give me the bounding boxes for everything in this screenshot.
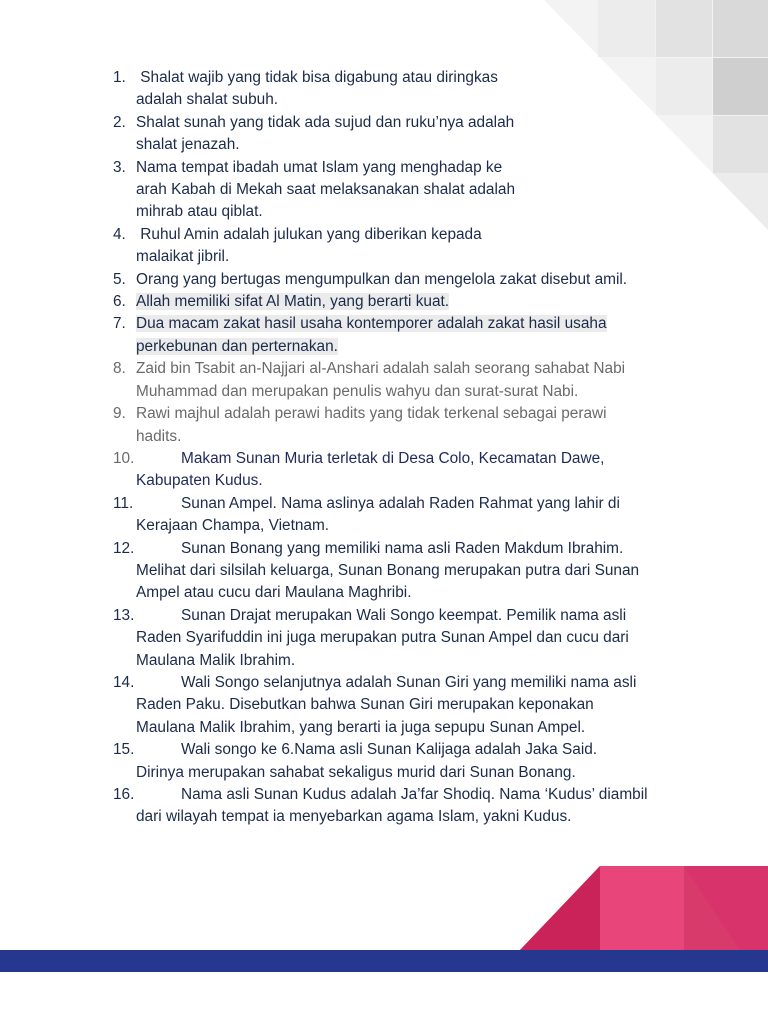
list-text: Nama tempat ibadah umat Islam yang menghadap ke — [136, 158, 503, 176]
list-text: dari wilayah tempat ia menyebarkan agama Islam, yakni Kudus. — [136, 808, 572, 826]
list-text: Melihat dari silsilah keluarga, Sunan Bonang merupakan putra dari Sunan — [136, 561, 640, 579]
list-text: Zaid bin Tsabit an-Najjari al-Anshari adalah salah seorang sahabat Nabi — [136, 360, 626, 378]
list-text: Shalat wajib yang tidak bisa digabung atau diringkas — [140, 69, 498, 86]
list-text: Wali songo ke 6.Nama asli Sunan Kalijaga adalah Jaka Said. — [181, 741, 598, 759]
list-text: Ruhul Amin adalah julukan yang diberikan kepada — [140, 225, 482, 243]
list-number: 4. — [113, 225, 126, 243]
list-item — [113, 493, 688, 538]
list-text: hadits. — [136, 427, 182, 445]
list-text: Ampel atau cucu dari Maulana Maghribi. — [136, 584, 412, 602]
list-number: 16. — [113, 786, 135, 803]
list-text: Muhammad dan merupakan penulis wahyu dan surat-surat Nabi. — [136, 382, 579, 400]
list-text: Maulana Malik Ibrahim. — [136, 651, 296, 669]
list-number: 9. — [113, 405, 126, 423]
list-text: Sunan Bonang yang memiliki nama asli Raden Makdum Ibrahim. — [181, 539, 624, 557]
list-item — [113, 672, 688, 739]
list-text: Shalat sunah yang tidak ada sujud dan ruku’nya adalah — [136, 113, 515, 131]
list-text: Nama asli Sunan Kudus adalah Ja’far Shodiq. Nama ‘Kudus’ diambil — [181, 786, 648, 803]
list-number: 6. — [113, 293, 126, 311]
list-item — [113, 313, 688, 358]
list-item — [113, 739, 688, 784]
list-number: 7. — [113, 315, 126, 333]
list-text: Sunan Drajat merupakan Wali Songo keempat. Pemilik nama asli — [181, 606, 627, 624]
list-item — [113, 358, 688, 403]
list-text: Sunan Ampel. Nama aslinya adalah Raden Rahmat yang lahir di — [181, 494, 620, 512]
list-text: Orang yang bertugas mengumpulkan dan mengelola zakat disebut amil. — [136, 270, 628, 288]
list-text: Kerajaan Champa, Vietnam. — [136, 517, 330, 535]
list-item — [113, 403, 688, 448]
list-text: Dirinya merupakan sahabat sekaligus murid dari Sunan Bonang. — [136, 763, 576, 781]
list-text: arah Kabah di Mekah saat melaksanakan shalat adalah — [136, 181, 516, 199]
list-item — [113, 112, 688, 157]
list-item — [113, 291, 688, 313]
list-item — [113, 269, 688, 291]
list-text: Maulana Malik Ibrahim, yang berarti ia juga sepupu Sunan Ampel. — [136, 718, 586, 736]
list-text: perkebunan dan perternakan. — [136, 337, 338, 355]
list-item — [113, 605, 688, 672]
list-text: Kabupaten Kudus. — [136, 472, 263, 490]
list-text: Dua macam zakat hasil usaha kontemporer adalah zakat hasil usaha — [136, 315, 607, 333]
list-item — [113, 784, 688, 829]
list-text: Allah memiliki sifat Al Matin, yang berarti kuat. — [136, 293, 450, 311]
list-number: 8. — [113, 360, 126, 378]
list-item — [113, 448, 688, 493]
list-text: malaikat jibril. — [136, 248, 230, 266]
list-text: adalah shalat subuh. — [136, 91, 279, 109]
footer-bar — [0, 950, 768, 972]
list-text: shalat jenazah. — [136, 136, 240, 154]
list-number: 10. — [113, 449, 135, 467]
list-number: 1. — [113, 69, 126, 86]
list-text: mihrab atau qiblat. — [136, 203, 263, 221]
list-number: 5. — [113, 270, 126, 288]
list-item — [113, 224, 688, 269]
list-text: Raden Syarifuddin ini juga merupakan putra Sunan Ampel dan cucu dari — [136, 629, 629, 647]
list-item — [113, 157, 688, 224]
list-number: 11. — [113, 494, 134, 512]
list-text: Wali Songo selanjutnya adalah Sunan Giri yang memiliki nama asli — [181, 673, 637, 691]
list-text: Rawi majhul adalah perawi hadits yang tidak terkenal sebagai perawi — [136, 405, 607, 423]
list-item — [113, 67, 688, 112]
list-text: Raden Paku. Disebutkan bahwa Sunan Giri merupakan keponakan — [136, 696, 594, 714]
list-number: 15. — [113, 741, 135, 759]
list-number: 3. — [113, 158, 126, 176]
list-number: 13. — [113, 606, 135, 624]
list-item — [113, 538, 688, 605]
list-number: 12. — [113, 539, 135, 557]
numbered-list — [113, 67, 688, 829]
list-number: 2. — [113, 113, 126, 131]
list-number: 14. — [113, 673, 135, 691]
list-text: Makam Sunan Muria terletak di Desa Colo, Kecamatan Dawe, — [181, 449, 605, 467]
